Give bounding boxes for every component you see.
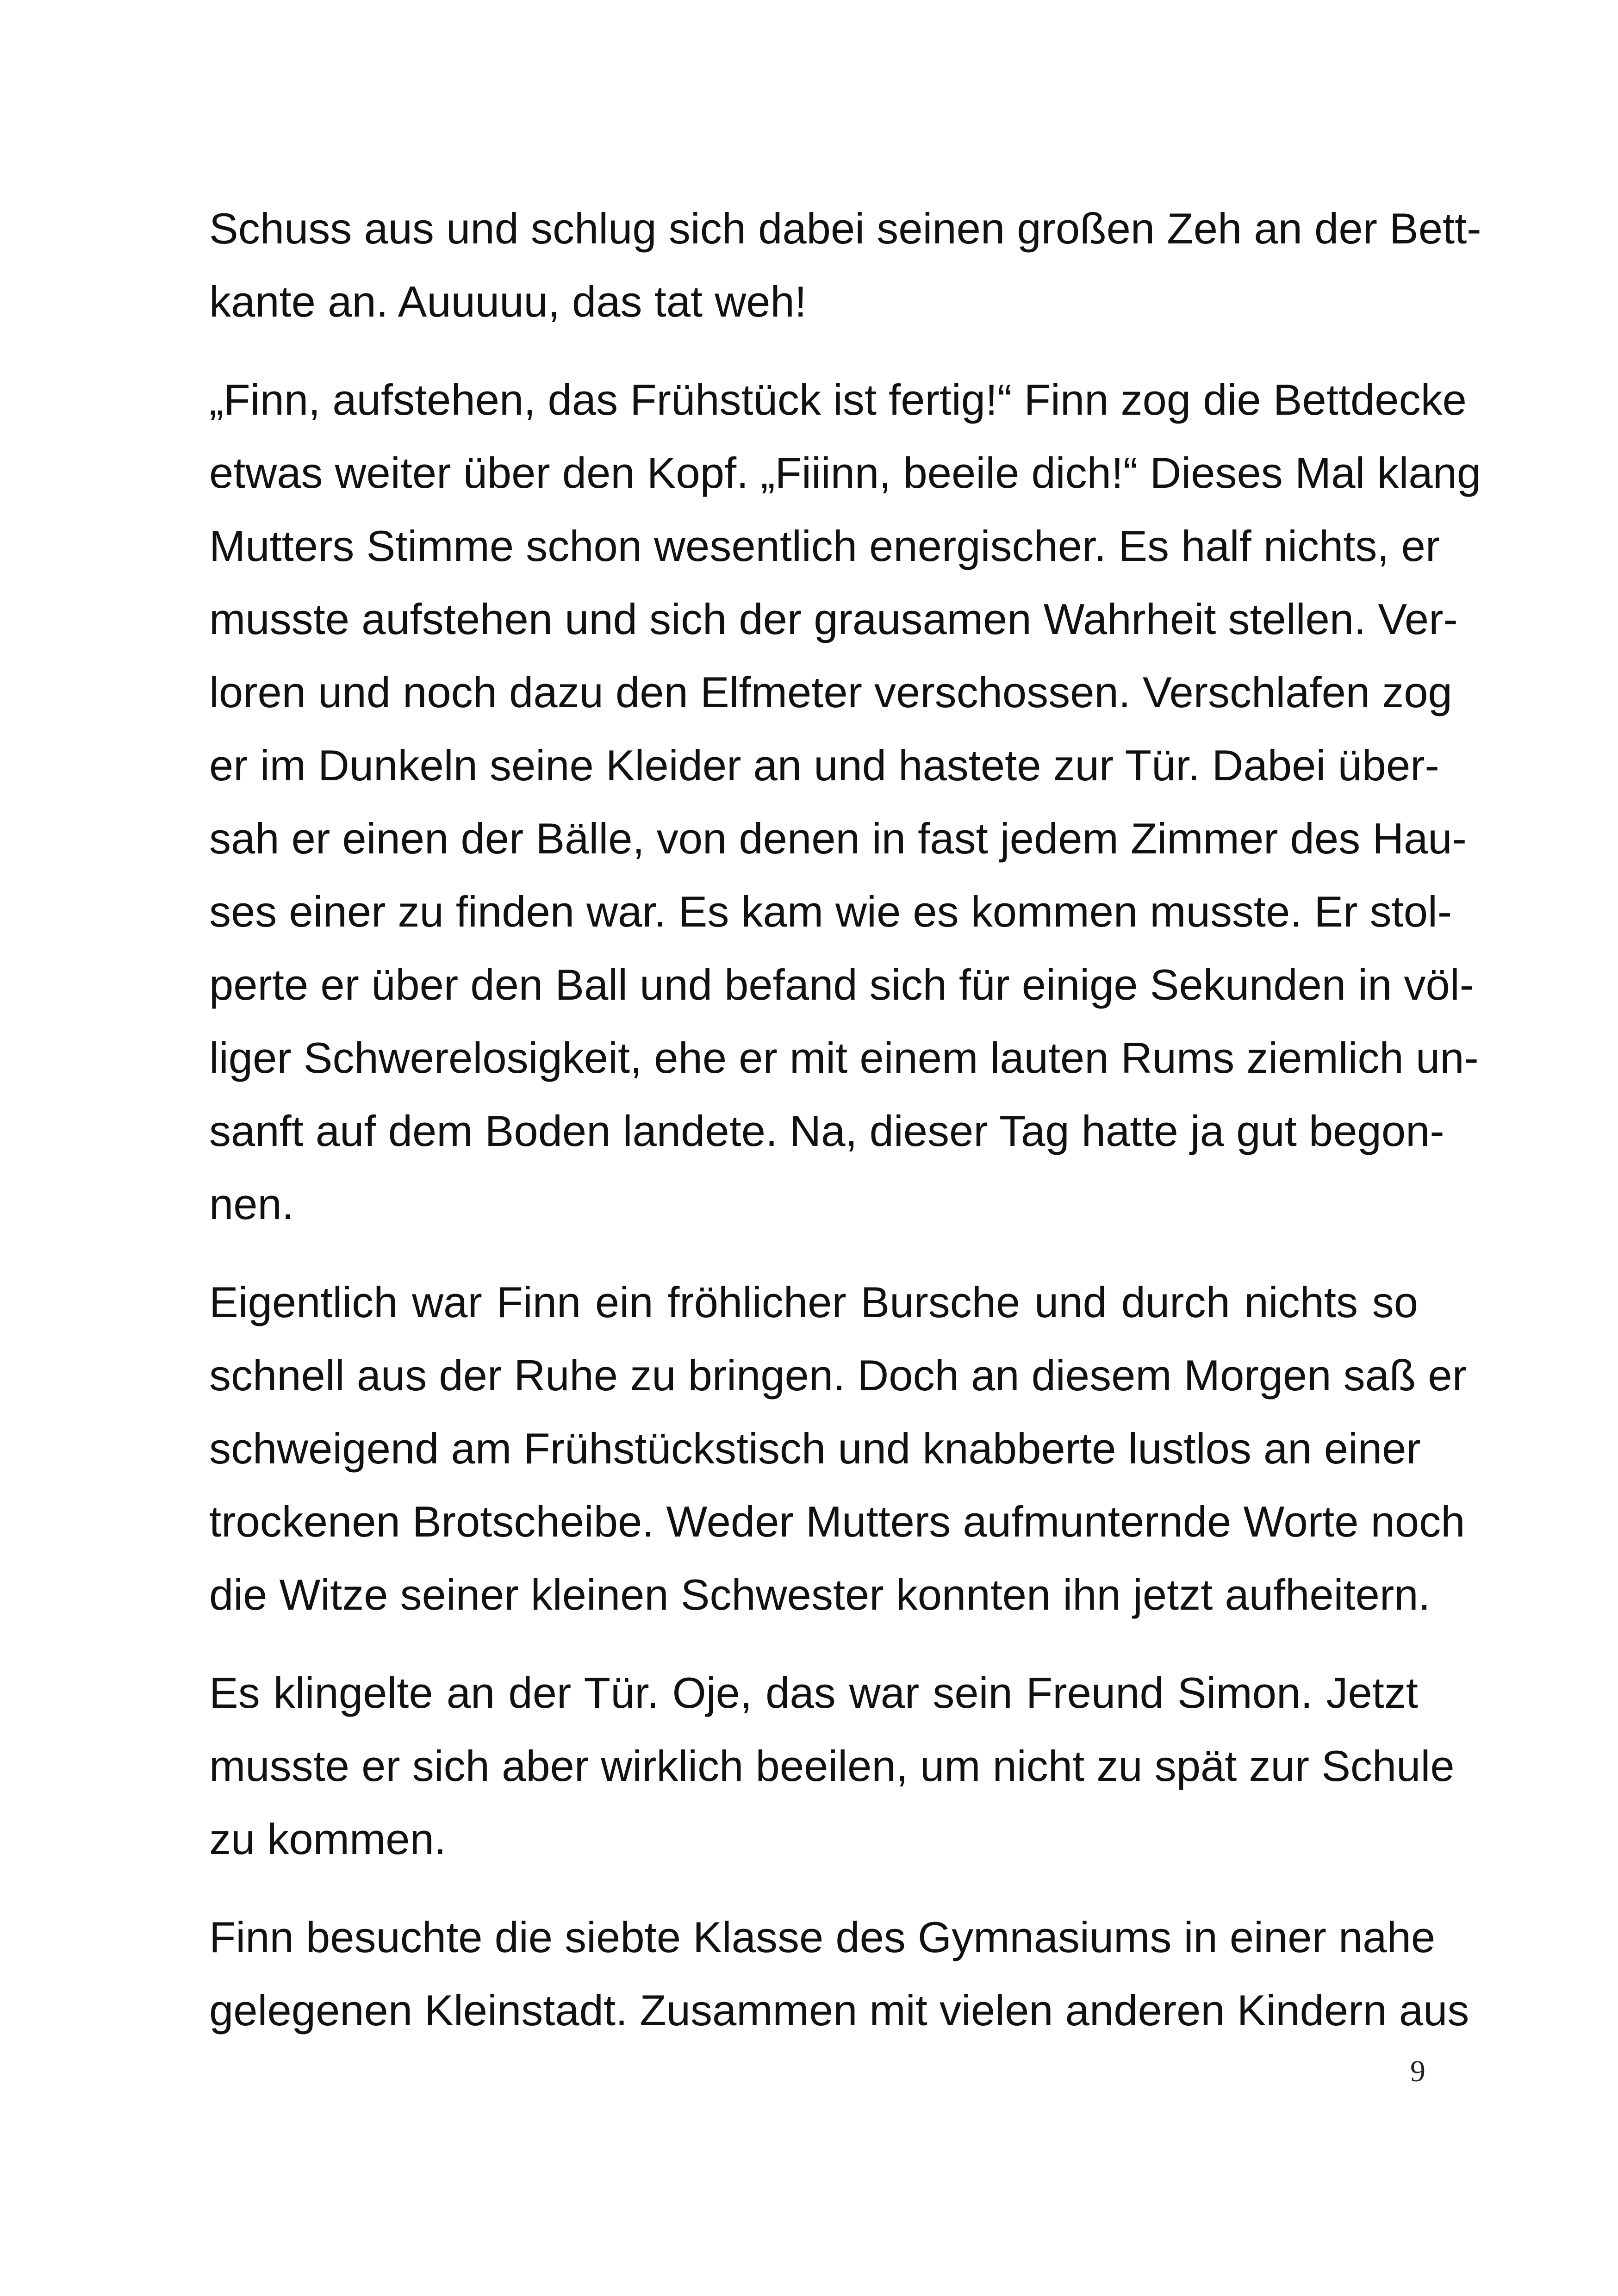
text-line: sanft auf dem Boden landete. Na, dieser Tag hatte ja gut begon- [209, 1107, 1444, 1155]
paragraph [209, 192, 1481, 338]
text-line: schweigend am Frühstückstisch und knabberte lustlos an einer [209, 1424, 1421, 1473]
text-line: perte er über den Ball und befand sich für einige Sekunden in völ- [209, 960, 1475, 1009]
text-line: „Finn, aufstehen, das Frühstück ist fertig!“ Finn zog die Bettdecke [209, 375, 1467, 424]
text-line: er im Dunkeln seine Kleider an und hastete zur Tür. Dabei über- [209, 741, 1439, 790]
text-line: trockenen Brotscheibe. Weder Mutters aufmunternde Worte noch [209, 1497, 1465, 1546]
text-line: Finn besuchte die siebte Klasse des Gymnasiums in einer nahe [209, 1913, 1436, 1961]
text-line: nen. [209, 1180, 294, 1228]
text-line: kante an. Auuuuu, das tat weh! [209, 277, 807, 326]
text-line: Schuss aus und schlug sich dabei seinen großen Zeh an der Bett- [209, 204, 1481, 253]
body-text [209, 192, 1481, 2072]
text-line: zu kommen. [209, 1815, 446, 1863]
text-line: musste er sich aber wirklich beeilen, um nicht zu spät zur Schule [209, 1742, 1455, 1790]
paragraph [209, 1656, 1455, 1876]
text-line: sah er einen der Bälle, von denen in fast jedem Zimmer des Hau- [209, 814, 1467, 863]
page-number: 9 [1410, 2054, 1425, 2088]
text-line: loren und noch dazu den Elfmeter verschossen. Verschlafen zog [209, 668, 1452, 716]
text-line: schnell aus der Ruhe zu bringen. Doch an diesem Morgen saß er [209, 1351, 1467, 1400]
text-line: gelegenen Kleinstadt. Zusammen mit vielen anderen Kindern aus [209, 1986, 1469, 2035]
text-line: Es klingelte an der Tür. Oje, das war sein Freund Simon. Jetzt [209, 1668, 1418, 1717]
paragraph [209, 1266, 1467, 1631]
paragraph [209, 363, 1481, 1241]
paragraph [209, 1901, 1469, 2047]
text-line: musste aufstehen und sich der grausamen Wahrheit stellen. Ver- [209, 595, 1458, 643]
text-line: etwas weiter über den Kopf. „Fiiinn, beeile dich!“ Dieses Mal klang [209, 448, 1481, 497]
text-line: ses einer zu finden war. Es kam wie es kommen musste. Er stol- [209, 887, 1452, 936]
text-line: Eigentlich war Finn ein fröhlicher Bursche und durch nichts so [209, 1278, 1418, 1326]
text-line: liger Schwerelosigkeit, ehe er mit einem lauten Rums ziemlich un- [209, 1033, 1479, 1082]
text-line: die Witze seiner kleinen Schwester konnten ihn jetzt aufheitern. [209, 1570, 1431, 1619]
text-line: Mutters Stimme schon wesentlich energischer. Es half nichts, er [209, 522, 1440, 570]
